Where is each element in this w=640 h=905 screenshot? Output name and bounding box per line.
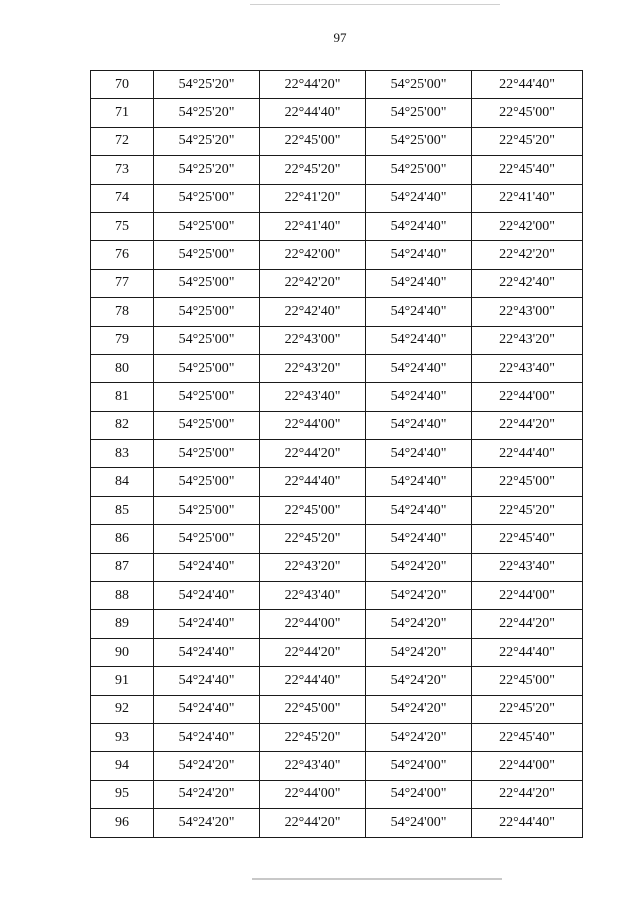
- longitude-start-cell: 22°45'00": [260, 496, 366, 524]
- table-row: [91, 71, 583, 99]
- longitude-end-cell: 22°45'20": [472, 496, 583, 524]
- point-number-cell: 78: [91, 298, 154, 326]
- table-row: [91, 610, 583, 638]
- longitude-end-cell: 22°45'40": [472, 156, 583, 184]
- longitude-end-cell: 22°44'20": [472, 610, 583, 638]
- table-row: [91, 354, 583, 382]
- table-row: [91, 638, 583, 666]
- longitude-start-cell: 22°45'00": [260, 695, 366, 723]
- longitude-start-cell: 22°44'00": [260, 780, 366, 808]
- longitude-end-cell: 22°44'00": [472, 582, 583, 610]
- page-number: 97: [333, 30, 347, 45]
- longitude-start-cell: 22°43'40": [260, 582, 366, 610]
- table-row: [91, 723, 583, 751]
- latitude-end-cell: 54°24'40": [366, 440, 472, 468]
- longitude-end-cell: 22°45'00": [472, 667, 583, 695]
- longitude-start-cell: 22°45'20": [260, 156, 366, 184]
- longitude-end-cell: 22°43'20": [472, 326, 583, 354]
- longitude-start-cell: 22°44'40": [260, 667, 366, 695]
- latitude-start-cell: 54°24'40": [154, 667, 260, 695]
- point-number-cell: 72: [91, 127, 154, 155]
- longitude-start-cell: 22°44'20": [260, 440, 366, 468]
- point-number-cell: 74: [91, 184, 154, 212]
- longitude-start-cell: 22°45'00": [260, 127, 366, 155]
- latitude-start-cell: 54°25'00": [154, 383, 260, 411]
- longitude-end-cell: 22°44'40": [472, 809, 583, 837]
- longitude-start-cell: 22°42'00": [260, 241, 366, 269]
- latitude-start-cell: 54°25'00": [154, 298, 260, 326]
- latitude-start-cell: 54°24'20": [154, 752, 260, 780]
- point-number-cell: 94: [91, 752, 154, 780]
- longitude-end-cell: 22°45'00": [472, 99, 583, 127]
- table-row: [91, 553, 583, 581]
- table-row: [91, 212, 583, 240]
- longitude-end-cell: 22°45'00": [472, 468, 583, 496]
- table-row: [91, 809, 583, 837]
- latitude-end-cell: 54°24'40": [366, 326, 472, 354]
- longitude-end-cell: 22°43'00": [472, 298, 583, 326]
- latitude-end-cell: 54°24'40": [366, 496, 472, 524]
- latitude-end-cell: 54°24'40": [366, 212, 472, 240]
- longitude-end-cell: 22°45'20": [472, 695, 583, 723]
- longitude-end-cell: 22°42'40": [472, 269, 583, 297]
- table-row: [91, 411, 583, 439]
- table-row: [91, 440, 583, 468]
- longitude-start-cell: 22°43'40": [260, 383, 366, 411]
- latitude-end-cell: 54°24'40": [366, 468, 472, 496]
- longitude-start-cell: 22°43'20": [260, 553, 366, 581]
- latitude-end-cell: 54°25'00": [366, 71, 472, 99]
- point-number-cell: 84: [91, 468, 154, 496]
- latitude-end-cell: 54°24'00": [366, 780, 472, 808]
- point-number-cell: 73: [91, 156, 154, 184]
- table-row: [91, 383, 583, 411]
- point-number-cell: 91: [91, 667, 154, 695]
- point-number-cell: 95: [91, 780, 154, 808]
- table-row: [91, 269, 583, 297]
- table-row: [91, 525, 583, 553]
- latitude-end-cell: 54°24'40": [366, 184, 472, 212]
- scan-edge-line-top: [250, 4, 500, 5]
- longitude-start-cell: 22°44'20": [260, 809, 366, 837]
- longitude-start-cell: 22°45'20": [260, 723, 366, 751]
- latitude-start-cell: 54°25'00": [154, 269, 260, 297]
- coordinates-table-body: [91, 71, 583, 838]
- longitude-end-cell: 22°42'00": [472, 212, 583, 240]
- latitude-start-cell: 54°25'00": [154, 354, 260, 382]
- longitude-end-cell: 22°43'40": [472, 553, 583, 581]
- latitude-start-cell: 54°24'40": [154, 695, 260, 723]
- table-row: [91, 780, 583, 808]
- longitude-start-cell: 22°43'40": [260, 752, 366, 780]
- latitude-end-cell: 54°24'20": [366, 723, 472, 751]
- latitude-end-cell: 54°24'20": [366, 695, 472, 723]
- latitude-start-cell: 54°24'40": [154, 553, 260, 581]
- latitude-end-cell: 54°24'20": [366, 638, 472, 666]
- latitude-end-cell: 54°24'20": [366, 553, 472, 581]
- latitude-start-cell: 54°25'00": [154, 411, 260, 439]
- longitude-start-cell: 22°44'40": [260, 468, 366, 496]
- latitude-end-cell: 54°24'40": [366, 241, 472, 269]
- latitude-start-cell: 54°24'40": [154, 582, 260, 610]
- latitude-start-cell: 54°24'20": [154, 809, 260, 837]
- longitude-start-cell: 22°41'40": [260, 212, 366, 240]
- longitude-start-cell: 22°45'20": [260, 525, 366, 553]
- latitude-end-cell: 54°24'20": [366, 582, 472, 610]
- latitude-start-cell: 54°25'20": [154, 99, 260, 127]
- point-number-cell: 90: [91, 638, 154, 666]
- table-row: [91, 326, 583, 354]
- latitude-start-cell: 54°25'00": [154, 468, 260, 496]
- longitude-start-cell: 22°44'00": [260, 610, 366, 638]
- longitude-end-cell: 22°44'40": [472, 638, 583, 666]
- table-row: [91, 99, 583, 127]
- longitude-end-cell: 22°44'20": [472, 411, 583, 439]
- latitude-end-cell: 54°24'40": [366, 525, 472, 553]
- latitude-end-cell: 54°24'00": [366, 809, 472, 837]
- table-row: [91, 667, 583, 695]
- longitude-end-cell: 22°43'40": [472, 354, 583, 382]
- latitude-start-cell: 54°25'00": [154, 496, 260, 524]
- longitude-start-cell: 22°44'00": [260, 411, 366, 439]
- point-number-cell: 75: [91, 212, 154, 240]
- longitude-start-cell: 22°44'40": [260, 99, 366, 127]
- longitude-end-cell: 22°45'20": [472, 127, 583, 155]
- table-row: [91, 184, 583, 212]
- point-number-cell: 77: [91, 269, 154, 297]
- table-row: [91, 241, 583, 269]
- latitude-start-cell: 54°25'20": [154, 71, 260, 99]
- latitude-end-cell: 54°24'00": [366, 752, 472, 780]
- latitude-end-cell: 54°24'40": [366, 298, 472, 326]
- point-number-cell: 86: [91, 525, 154, 553]
- point-number-cell: 82: [91, 411, 154, 439]
- point-number-cell: 79: [91, 326, 154, 354]
- point-number-cell: 80: [91, 354, 154, 382]
- longitude-end-cell: 22°45'40": [472, 723, 583, 751]
- longitude-end-cell: 22°45'40": [472, 525, 583, 553]
- table-row: [91, 582, 583, 610]
- longitude-start-cell: 22°42'20": [260, 269, 366, 297]
- longitude-end-cell: 22°44'40": [472, 440, 583, 468]
- table-row: [91, 156, 583, 184]
- table-row: [91, 496, 583, 524]
- point-number-cell: 85: [91, 496, 154, 524]
- point-number-cell: 93: [91, 723, 154, 751]
- latitude-start-cell: 54°25'00": [154, 241, 260, 269]
- point-number-cell: 76: [91, 241, 154, 269]
- point-number-cell: 96: [91, 809, 154, 837]
- longitude-end-cell: 22°42'20": [472, 241, 583, 269]
- latitude-end-cell: 54°24'20": [366, 667, 472, 695]
- table-row: [91, 298, 583, 326]
- latitude-start-cell: 54°24'40": [154, 638, 260, 666]
- latitude-end-cell: 54°25'00": [366, 127, 472, 155]
- latitude-start-cell: 54°25'20": [154, 156, 260, 184]
- latitude-end-cell: 54°24'40": [366, 411, 472, 439]
- table-row: [91, 127, 583, 155]
- longitude-end-cell: 22°44'40": [472, 71, 583, 99]
- scan-edge-line-bottom: [252, 878, 502, 880]
- table-row: [91, 752, 583, 780]
- point-number-cell: 71: [91, 99, 154, 127]
- longitude-start-cell: 22°42'40": [260, 298, 366, 326]
- longitude-start-cell: 22°43'00": [260, 326, 366, 354]
- latitude-start-cell: 54°25'00": [154, 184, 260, 212]
- latitude-end-cell: 54°24'20": [366, 610, 472, 638]
- table-row: [91, 468, 583, 496]
- longitude-end-cell: 22°44'00": [472, 383, 583, 411]
- latitude-end-cell: 54°25'00": [366, 99, 472, 127]
- point-number-cell: 88: [91, 582, 154, 610]
- latitude-end-cell: 54°24'40": [366, 269, 472, 297]
- point-number-cell: 92: [91, 695, 154, 723]
- point-number-cell: 81: [91, 383, 154, 411]
- latitude-end-cell: 54°24'40": [366, 383, 472, 411]
- latitude-start-cell: 54°25'00": [154, 440, 260, 468]
- point-number-cell: 89: [91, 610, 154, 638]
- longitude-end-cell: 22°44'00": [472, 752, 583, 780]
- point-number-cell: 70: [91, 71, 154, 99]
- coordinates-table: [90, 70, 583, 838]
- latitude-start-cell: 54°25'00": [154, 212, 260, 240]
- latitude-start-cell: 54°24'20": [154, 780, 260, 808]
- latitude-start-cell: 54°24'40": [154, 723, 260, 751]
- latitude-start-cell: 54°24'40": [154, 610, 260, 638]
- table-row: [91, 695, 583, 723]
- longitude-end-cell: 22°44'20": [472, 780, 583, 808]
- latitude-end-cell: 54°24'40": [366, 354, 472, 382]
- longitude-start-cell: 22°44'20": [260, 638, 366, 666]
- latitude-start-cell: 54°25'00": [154, 326, 260, 354]
- latitude-start-cell: 54°25'20": [154, 127, 260, 155]
- longitude-start-cell: 22°41'20": [260, 184, 366, 212]
- longitude-start-cell: 22°44'20": [260, 71, 366, 99]
- point-number-cell: 87: [91, 553, 154, 581]
- latitude-end-cell: 54°25'00": [366, 156, 472, 184]
- longitude-start-cell: 22°43'20": [260, 354, 366, 382]
- longitude-end-cell: 22°41'40": [472, 184, 583, 212]
- point-number-cell: 83: [91, 440, 154, 468]
- latitude-start-cell: 54°25'00": [154, 525, 260, 553]
